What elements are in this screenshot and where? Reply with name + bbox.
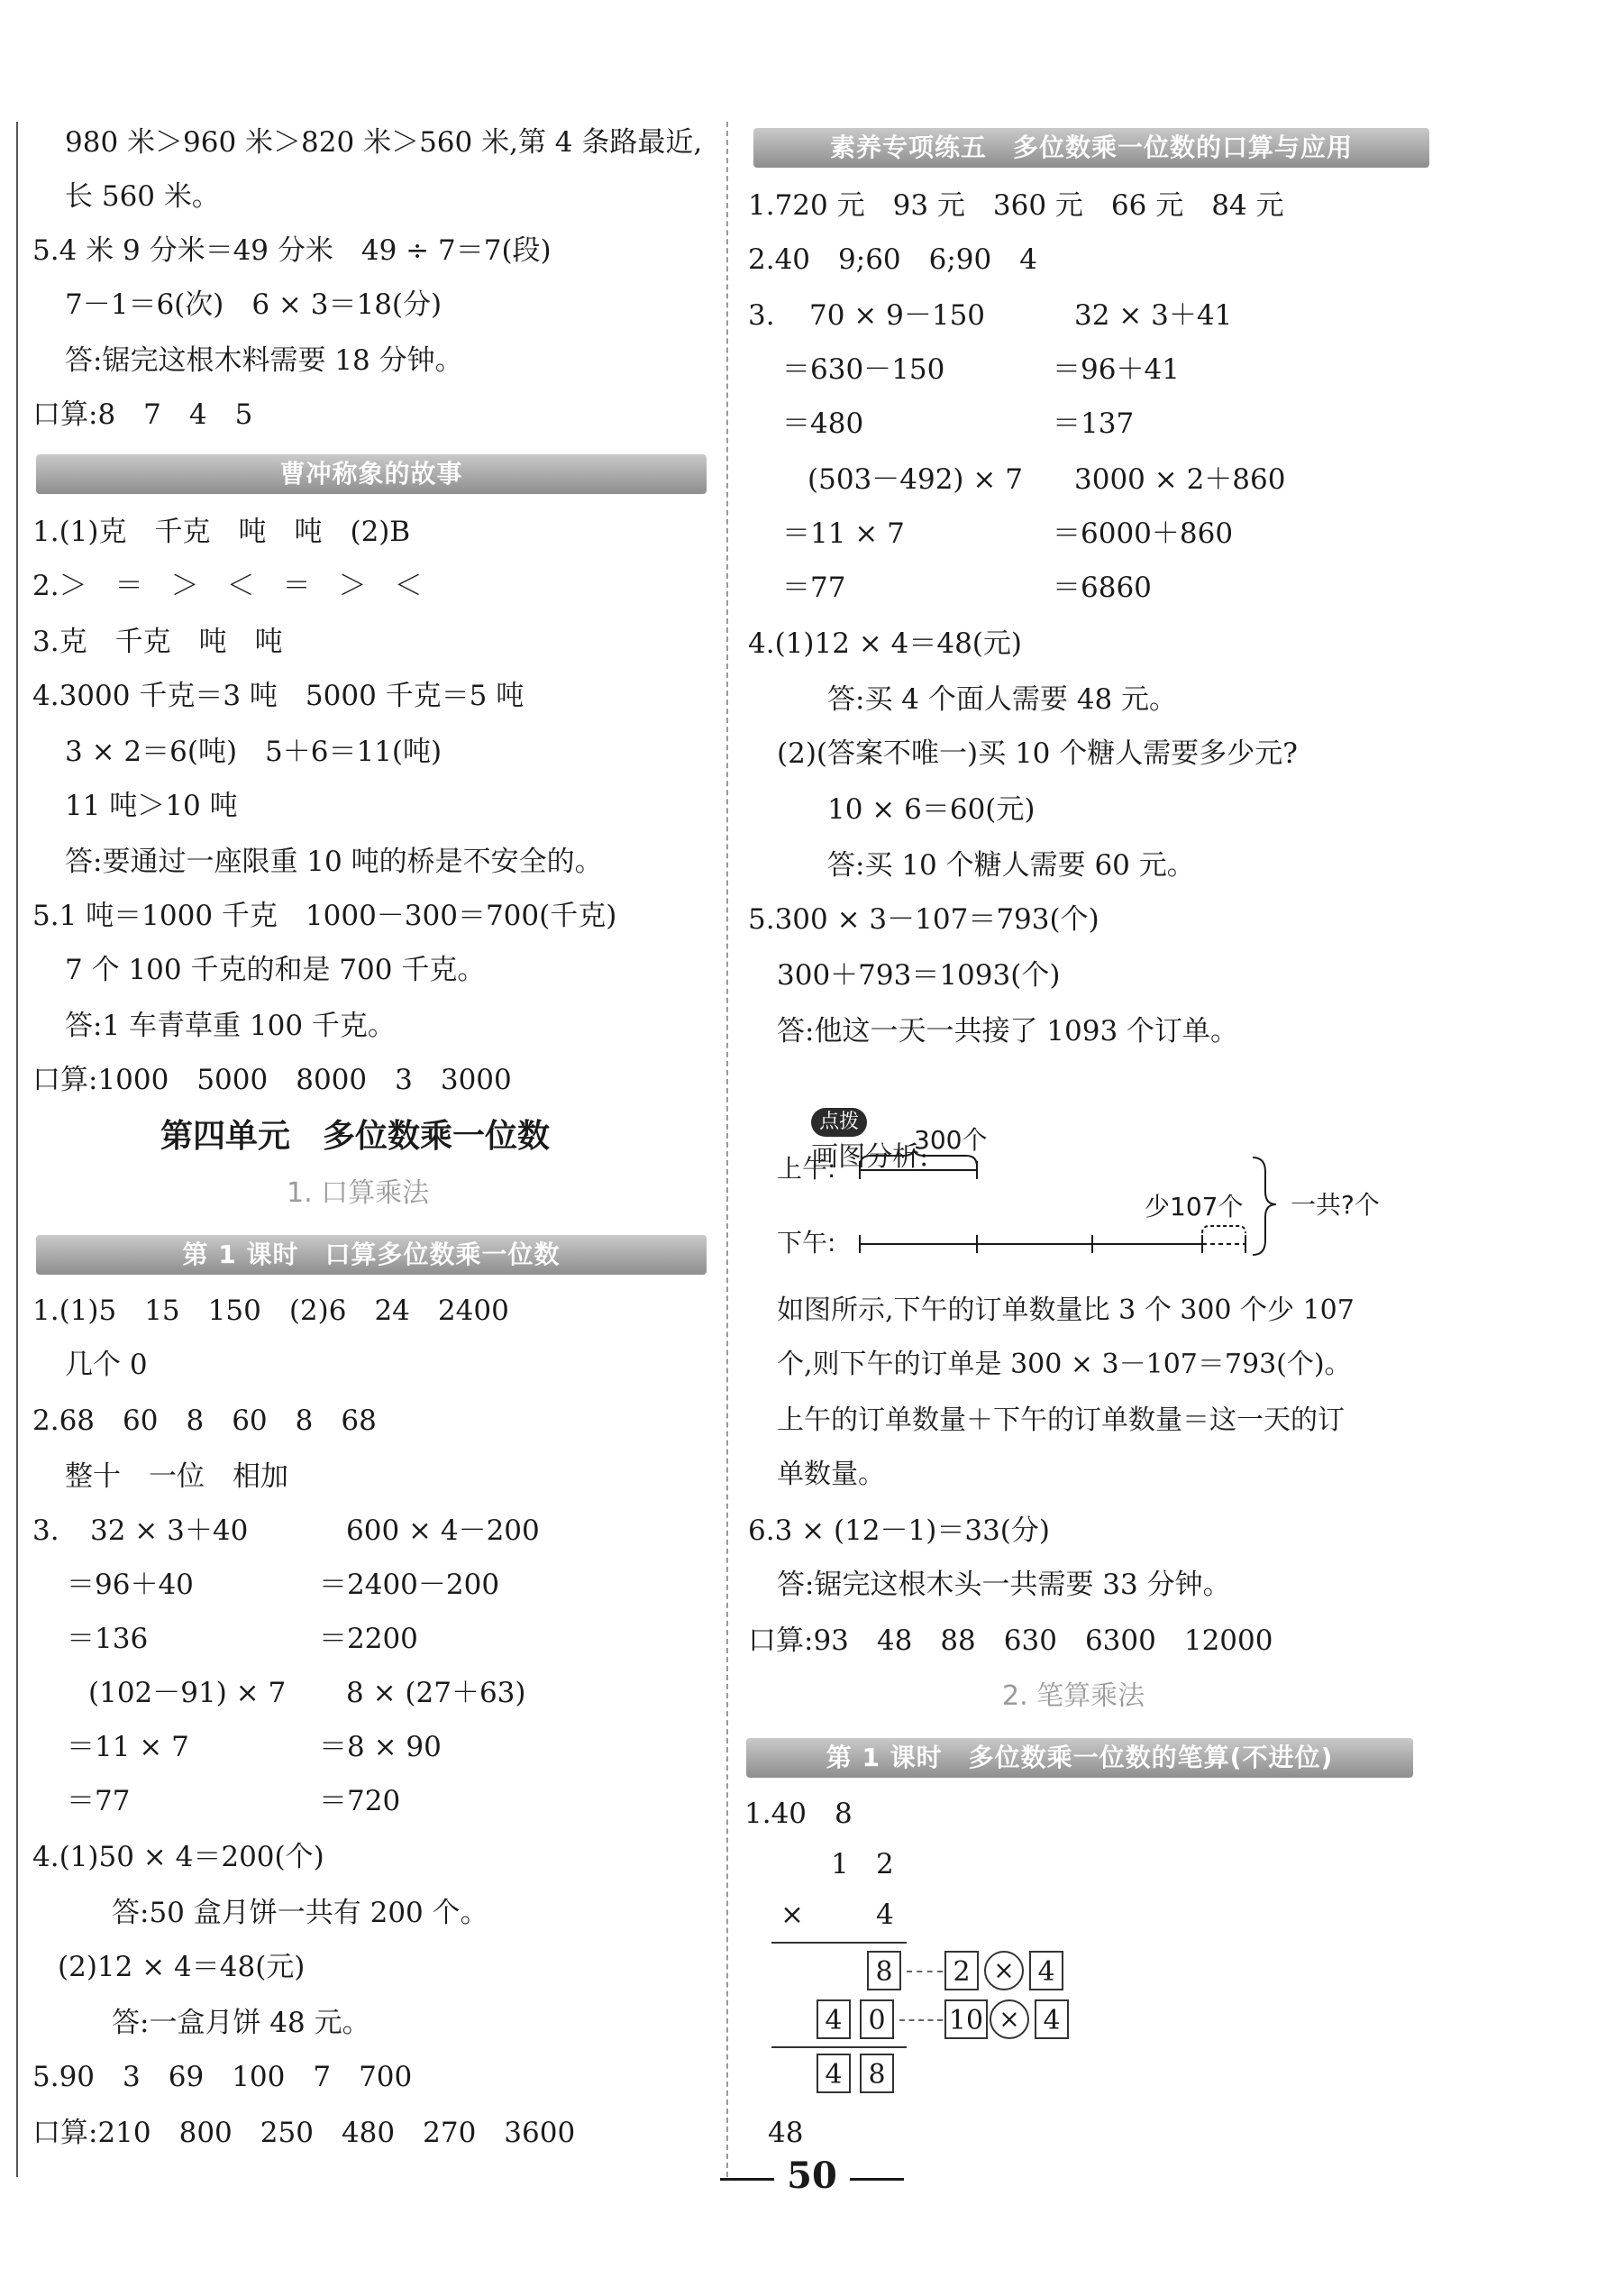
diagram-total-label: 一共?个	[1291, 1190, 1380, 1220]
text-line: (2)(答案不唯一)买 10 个糖人需要多少元?	[777, 737, 1298, 770]
question-4: 4.3000 千克＝3 吨 5000 千克＝5 吨	[32, 680, 525, 712]
text-line: 几个 0	[65, 1349, 148, 1381]
text-line: 300＋793＝1093(个)	[777, 959, 1061, 992]
digit-box: 4	[817, 2054, 851, 2093]
question-5: 5.300 × 3－107＝793(个)	[748, 903, 1099, 936]
total-brace	[1245, 1154, 1426, 1262]
left-margin-rule	[16, 122, 18, 2177]
text-line: 980 米＞960 米＞820 米＞560 米,第 4 条路最近,	[65, 126, 703, 159]
text-line: (2)12 × 4＝48(元)	[58, 1951, 306, 1983]
question-5: 5.90 3 69 100 7 700	[32, 2061, 413, 2093]
text-line: 长 560 米。	[65, 180, 220, 213]
text-line: 11 吨＞10 吨	[65, 790, 238, 822]
digit-box: 2	[944, 1951, 979, 1990]
rule-line	[771, 2046, 907, 2048]
digit: 1	[831, 1848, 849, 1880]
question-4: 4.(1)50 × 4＝200(个)	[32, 1841, 324, 1873]
calc-step: ＝11 × 7	[782, 517, 905, 550]
calc-step: 32 × 3＋40	[90, 1514, 249, 1547]
column-divider	[726, 122, 728, 2177]
calc-step: ＝8 × 90	[319, 1731, 442, 1763]
calc-step: ＝11 × 7	[67, 1731, 189, 1763]
answer-line: 答:一盒月饼 48 元。	[112, 2007, 370, 2039]
question-3-label: 3.	[32, 1514, 59, 1547]
question-2: 2.＞ ＝ ＞ ＜ ＝ ＞ ＜	[32, 570, 423, 602]
sub-title: 2. 笔算乘法	[1002, 1680, 1145, 1712]
question-2: 2.40 9;60 6;90 4	[748, 243, 1037, 276]
explanation-line: 单数量。	[777, 1459, 885, 1490]
operator-circle: ×	[990, 1999, 1029, 2039]
digit-box: 4	[1029, 1951, 1063, 1990]
text-line: 3 × 2＝6(吨) 5＋6＝11(吨)	[65, 736, 442, 768]
answer-line: 答:要通过一座限重 10 吨的桥是不安全的。	[65, 846, 603, 878]
question-1: 1.(1)克 千克 吨 吨 (2)B	[32, 516, 411, 548]
left-column	[27, 0, 721, 2182]
diagram-top-value: 300个	[914, 1125, 988, 1155]
question-1: 1.720 元 93 元 360 元 66 元 84 元	[748, 189, 1284, 222]
page-number: 50	[0, 2155, 1624, 2197]
answer-line: 答:1 车青草重 100 千克。	[65, 1010, 396, 1042]
text-line: 7－1＝6(次) 6 × 3＝18(分)	[65, 288, 442, 321]
unit-title: 第四单元 多位数乘一位数	[160, 1118, 551, 1155]
hint-badge: 点拨	[811, 1108, 867, 1137]
calc-step: ＝96＋41	[1053, 353, 1180, 386]
question-1: 1.40 8	[744, 1798, 853, 1830]
digit: 4	[876, 1898, 894, 1931]
diagram-less-label: 少107个	[1145, 1192, 1244, 1221]
question-6: 6.3 × (12－1)＝33(分)	[748, 1514, 1050, 1547]
explanation-line: 上午的订单数量＋下午的订单数量＝这一天的订	[777, 1404, 1345, 1436]
diagram-morning-label: 上午:	[777, 1154, 836, 1184]
segment-diagram	[777, 1116, 1300, 1278]
digit-box: 8	[860, 2054, 894, 2093]
hint-text: 画图分析:	[811, 1141, 929, 1173]
operator-circle: ×	[984, 1951, 1024, 1990]
text-line: 10 × 6＝60(元)	[827, 793, 1036, 826]
digit-box: 0	[860, 1999, 894, 2039]
digit-box: 8	[867, 1951, 901, 1990]
question-3-label: 3.	[748, 299, 775, 332]
final-answer: 48	[768, 2117, 804, 2149]
section-banner-cao-chong: 曹冲称象的故事	[36, 454, 707, 494]
calc-step: (102－91) × 7	[88, 1677, 287, 1709]
calc-step: ＝6000＋860	[1053, 517, 1234, 550]
digit: 2	[876, 1848, 894, 1880]
rule-line	[771, 1942, 907, 1944]
explanation-line: 如图所示,下午的订单数量比 3 个 300 个少 107	[777, 1295, 1355, 1326]
mental-math-line: 口算:210 800 250 480 270 3600	[32, 2117, 576, 2149]
calc-step: ＝77	[782, 572, 846, 604]
answer-line: 答:锯完这根木头一共需要 33 分钟。	[777, 1569, 1231, 1601]
calc-step: ＝630－150	[782, 353, 945, 386]
sub-title: 1. 口算乘法	[287, 1177, 430, 1209]
section-banner-practice-5: 素养专项练五 多位数乘一位数的口算与应用	[753, 128, 1429, 168]
mental-math-line: 口算:93 48 88 630 6300 12000	[748, 1624, 1273, 1657]
calc-step: 8 × (27＋63)	[346, 1677, 526, 1709]
calc-step: ＝720	[319, 1785, 401, 1817]
calc-step: ＝2400－200	[319, 1569, 500, 1601]
digit-box: 10	[944, 1999, 988, 2039]
section-banner-lesson-1: 第 1 课时 口算多位数乘一位数	[36, 1235, 707, 1275]
calc-step: 70 × 9－150	[809, 299, 986, 332]
text-line: 7 个 100 千克的和是 700 千克。	[65, 954, 486, 986]
question-4: 4.(1)12 × 4＝48(元)	[748, 627, 1022, 660]
digit-box: 4	[1035, 1999, 1069, 2039]
calc-step: ＝480	[782, 407, 864, 440]
section-banner-written-multiplication: 第 1 课时 多位数乘一位数的笔算(不进位)	[746, 1738, 1413, 1778]
answer-line: 答:50 盒月饼一共有 200 个。	[112, 1897, 488, 1929]
question-1: 1.(1)5 15 150 (2)6 24 2400	[32, 1295, 509, 1327]
calc-step: ＝136	[67, 1623, 149, 1655]
mental-math-line: 口算:8 7 4 5	[32, 398, 253, 431]
less-brace	[1202, 1226, 1245, 1233]
question-5: 5.4 米 9 分米＝49 分米 49 ÷ 7＝7(段)	[32, 234, 552, 267]
calc-step: 3000 × 2＋860	[1074, 463, 1286, 496]
calc-step: ＝137	[1053, 407, 1135, 440]
text-line: 整十 一位 相加	[65, 1460, 288, 1493]
digit-box: 4	[817, 1999, 851, 2039]
right-column	[741, 0, 1426, 2182]
calc-step: (503－492) × 7	[807, 463, 1023, 496]
calc-step: ＝77	[67, 1785, 131, 1817]
answer-line: 答:买 10 个糖人需要 60 元。	[827, 849, 1195, 882]
answer-line: 答:他这一天一共接了 1093 个订单。	[777, 1015, 1239, 1048]
question-2: 2.68 60 8 60 8 68	[32, 1404, 377, 1437]
answer-line: 答:买 4 个面人需要 48 元。	[827, 683, 1178, 716]
calc-step: ＝2200	[319, 1623, 418, 1655]
calc-step: 32 × 3＋41	[1074, 299, 1233, 332]
diagram-afternoon-label: 下午:	[777, 1228, 836, 1258]
calc-step: 600 × 4－200	[346, 1514, 540, 1547]
explanation-line: 个,则下午的订单是 300 × 3－107＝793(个)。	[777, 1349, 1352, 1380]
question-5: 5.1 吨＝1000 千克 1000－300＝700(千克)	[32, 900, 617, 932]
answer-line: 答:锯完这根木料需要 18 分钟。	[65, 344, 463, 377]
calc-step: ＝6860	[1053, 572, 1152, 604]
mental-math-line: 口算:1000 5000 8000 3 3000	[32, 1064, 512, 1096]
calc-step: ＝96＋40	[67, 1569, 194, 1601]
question-3: 3.克 千克 吨 吨	[32, 626, 283, 658]
times-sign: ×	[780, 1898, 804, 1931]
